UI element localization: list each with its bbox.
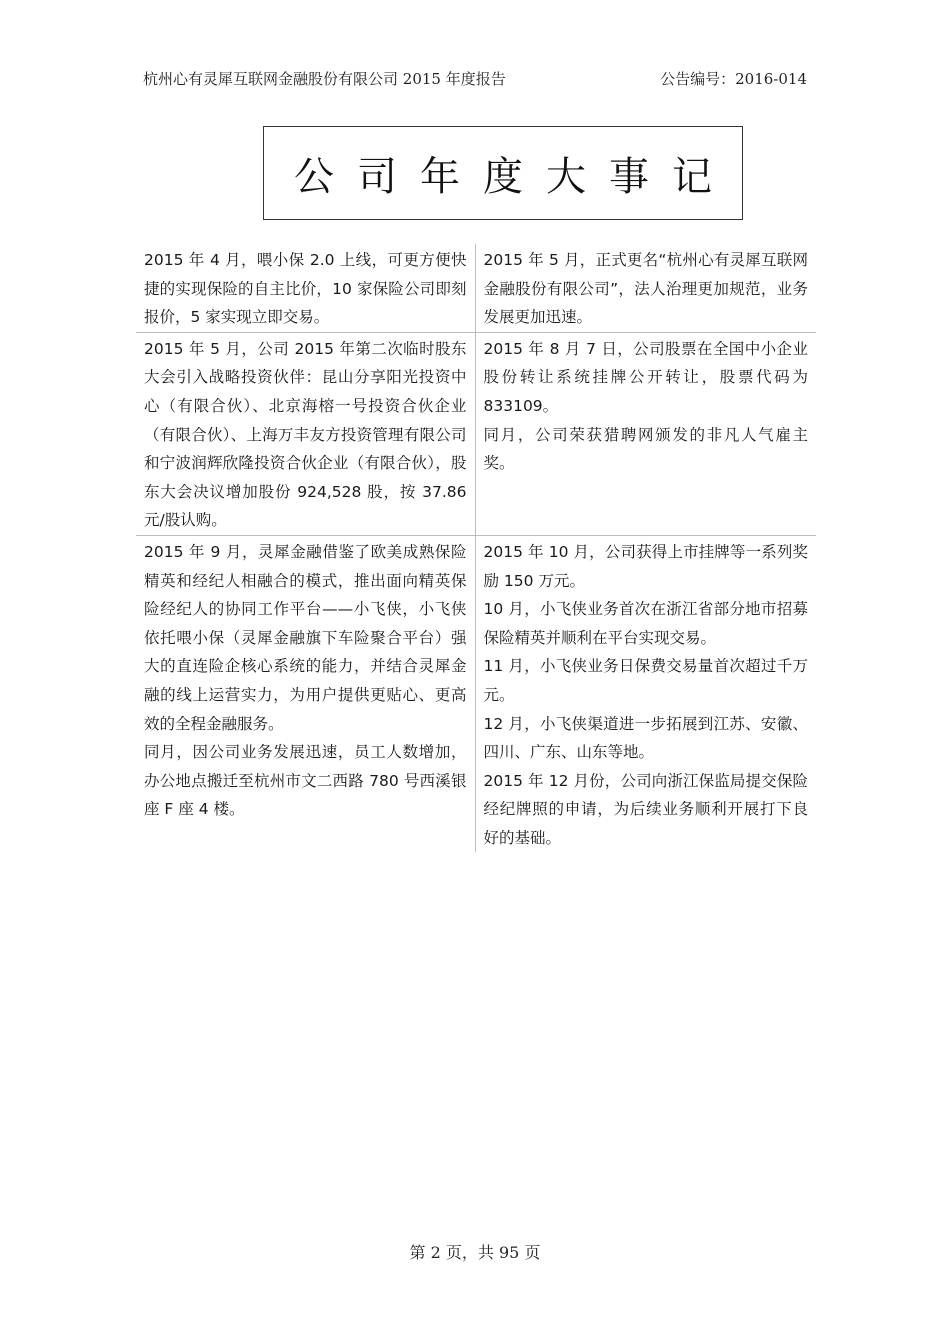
title-box — [263, 126, 743, 220]
event-paragraph: 2015 年 5 月，正式更名“杭州心有灵犀互联网金融股份有限公司”，法人治理更加规范，业务发展更加迅速。 — [483, 251, 808, 327]
page-title: 公司年度大事记 — [294, 153, 735, 200]
event-paragraph: 2015 年 5 月，公司 2015 年第二次临时股东大会引入战略投资伙伴：昆山分享阳光投资中心（有限合伙）、北京海榕一号投资合伙企业（有限合伙）、上海万丰友方投资管理有限公司和宁波润辉欣隆投资合伙企业（有限合伙），股东大会决议增加股份 924,528 股，按 37.86 元/股认购。 — [144, 339, 467, 530]
event-paragraph: 同月，因公司业务发展迅速，员工人数增加，办公地点搬迁至杭州市文二西路 780 号西溪银座 F 座 4 楼。 — [144, 743, 467, 819]
event-paragraph: 同月，公司荣获猎聘网颁发的非凡人气雇主奖。 — [483, 425, 808, 473]
page-number: 第 2 页，共 95 页 — [409, 1243, 541, 1262]
table-cell-left — [136, 535, 475, 852]
event-paragraph: 11 月，小飞侠业务日保费交易量首次超过千万元。 — [483, 657, 808, 704]
table-cell-left — [136, 244, 475, 332]
report-header-title: 杭州心有灵犀互联网金融股份有限公司 2015 年度报告 — [143, 70, 506, 88]
table-row — [136, 332, 816, 535]
event-paragraph: 2015 年 9 月，灵犀金融借鉴了欧美成熟保险精英和经纪人相融合的模式，推出面向精英保险经纪人的协同工作平台——小飞侠，小飞侠依托喂小保（灵犀金融旗下车险聚合平台）强大的直连险企核心系统的能力，并结合灵犀金融的线上运营实力，为用户提供更贴心、更高效的全程金融服务。 — [144, 542, 467, 733]
event-paragraph: 2015 年 4 月，喂小保 2.0 上线，可更方便快捷的实现保险的自主比价，10 家保险公司即刻报价，5 家实现立即交易。 — [144, 251, 467, 327]
table-cell-left — [136, 332, 475, 535]
event-paragraph: 12 月，小飞侠渠道进一步拓展到江苏、安徽、四川、广东、山东等地。 — [483, 714, 808, 762]
table-row — [136, 535, 816, 852]
event-paragraph: 2015 年 12 月份，公司向浙江保监局提交保险经纪牌照的申请，为后续业务顺利开展打下良好的基础。 — [483, 771, 808, 847]
table-cell-right — [475, 535, 816, 852]
announcement-number: 公告编号：2016-014 — [660, 70, 807, 88]
table-cell-right — [475, 332, 816, 535]
event-paragraph: 2015 年 8 月 7 日，公司股票在全国中小企业股份转让系统挂牌公开转让，股票代码为 833109。 — [483, 339, 808, 415]
event-paragraph: 2015 年 10 月，公司获得上市挂牌等一系列奖励 150 万元。 — [483, 542, 808, 590]
events-table — [136, 244, 816, 852]
event-paragraph: 10 月，小飞侠业务首次在浙江省部分地市招募保险精英并顺利在平台实现交易。 — [483, 600, 808, 647]
table-row — [136, 244, 816, 332]
table-cell-right — [475, 244, 816, 332]
